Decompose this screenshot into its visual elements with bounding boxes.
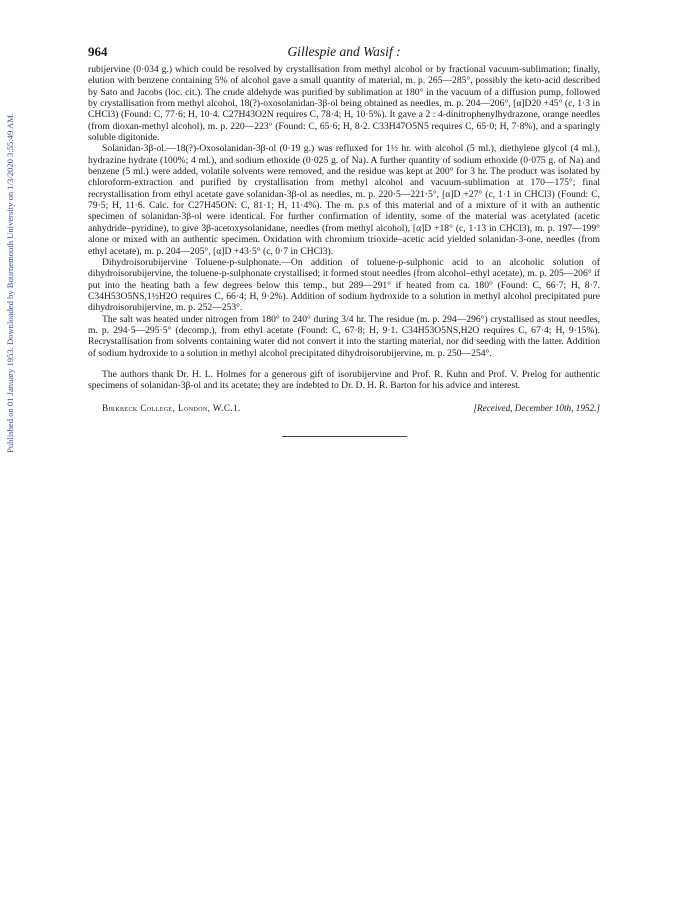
page-header <box>88 44 600 62</box>
download-watermark-text: Published on 01 January 1953. Downloaded by Bournemouth University on 1/3/2020 3:55:49 AM. <box>5 113 15 453</box>
end-rule <box>282 436 407 437</box>
paragraph-salt-heating: The salt was heated under nitrogen from 180° to 240° during 3/4 hr. The residue (m. p. 294—296°) crystallised as stout needles, m. p. 294·5—295·5° (decomp.), from ethyl acetate (Found: C, 67·8; H, 9·1. C34H53O5NS,H2O requires C, 67·4; H, 9·15%). Recrystallisation from solvents containing water did not convert it into the starting material, nor did seeding with the latter. Addition of sodium hydroxide to a solution in methyl alcohol precipitated dihydroisorubijervine, m. p. 250—254°. <box>88 313 600 359</box>
acknowledgements: The authors thank Dr. H. L. Holmes for a generous gift of isorubijervine and Prof. R. Kuhn and Prof. V. Prelog for authentic specimens of solanidan-3β-ol and its acetate; they are indebted to Dr. D. H. R. Barton for his advice and interest. <box>88 368 600 392</box>
received-date: [Received, December 10th, 1952.] <box>473 402 600 413</box>
download-watermark <box>4 113 18 565</box>
paragraph-solanidanol: Solanidan-3β-ol.—18(?)-Oxosolanidan-3β-ol (0·19 g.) was refluxed for 1½ hr. with alcohol (5 ml.), diethylene glycol (4 ml.), hydrazine hydrate (100%; 4 ml.), and sodium ethoxide (0·025 g. of Na). A further quantity of sodium ethoxide (0·075 g. of Na) and benzene (5 ml.) were added, volatile solvents were removed, and the residue was kept at 200° for 3 hr. The product was isolated by chloroform-extraction and purified by crystallisation from methyl alcohol and vacuum-sublimation at 170—175°; final recrystallisation from ethyl acetate gave solanidan-3β-ol as needles, m. p. 220·5—221·5°, [α]D +27° (c, 1·1 in CHCl3) (Found: C, 79·5; H, 11·6. Calc. for C27H45ON: C, 81·1; H, 11·4%). The m. p.s of this material and of a mixture of it with an authentic specimen of solanidan-3β-ol were identical. For further confirmation of identity, some of the material was acetylated (acetic anhydride–pyridine), to give 3β-acetoxysolanidane, needles (from methyl alcohol), [α]D +18° (c, 1·13 in CHCl3), m. p. 197—199° alone or mixed with an authentic specimen. Oxidation with chromium trioxide–acetic acid yielded solanidan-3-one, needles (from ethyl acetate), m. p. 204—205°, [α]D +43·5° (c, 0·7 in CHCl3). <box>88 143 600 257</box>
running-title: Gillespie and Wasif : <box>287 44 401 59</box>
page-number: 964 <box>88 44 108 59</box>
affiliation: Birkbeck College, London, W.C.1. <box>102 402 241 413</box>
paragraph-oxosolanidanol: rubijervine (0·034 g.) which could be resolved by crystallisation from methyl alcohol or by fractional vacuum-sublimation; finally, elution with benzene containing 5% of alcohol gave a small quantity of material, m. p. 265—285°, possibly the keto-acid described by Sato and Jacobs (loc. cit.). The crude aldehyde was purified by sublimation at 180° in the vacuum of a diffusion pump, followed by crystallisation from methyl alcohol, 18(?)-oxosolanidan-3β-ol being obtained as needles, m. p. 204—206°, [α]D20 +45° (c, 1·3 in CHCl3) (Found: C, 77·6; H, 10·4. C27H43O2N requires C, 78·4; H, 10·5%). It gave a 2 : 4-dinitrophenylhydrazone, orange needles (from dioxan-methyl alcohol), m. p. 220—223° (Found: C, 65·6; H, 8·2. C33H47O5N5 requires C, 65·0; H, 7·8%), and a sparingly soluble digitonide. <box>88 64 600 144</box>
signature-line <box>88 403 600 414</box>
paragraph-toluene-sulphonate: Dihydroisorubijervine Toluene-p-sulphonate.—On addition of toluene-p-sulphonic acid to an alcoholic solution of dihydroisorubijervine, the toluene-p-sulphonate crystallised; it formed stout needles (from alcohol–ethyl acetate), m. p. 205—206° if put into the heating bath a few degrees below this temp., but 289—291° if heated from ca. 180° (Found: C, 66·7; H, 8·7. C34H53O5NS,1½H2O requires C, 66·4; H, 9·2%). Addition of sodium hydroxide to a solution in methyl alcohol precipitated pure dihydroisorubijervine, m. p. 252—253°. <box>88 256 600 314</box>
article-body <box>88 64 600 437</box>
